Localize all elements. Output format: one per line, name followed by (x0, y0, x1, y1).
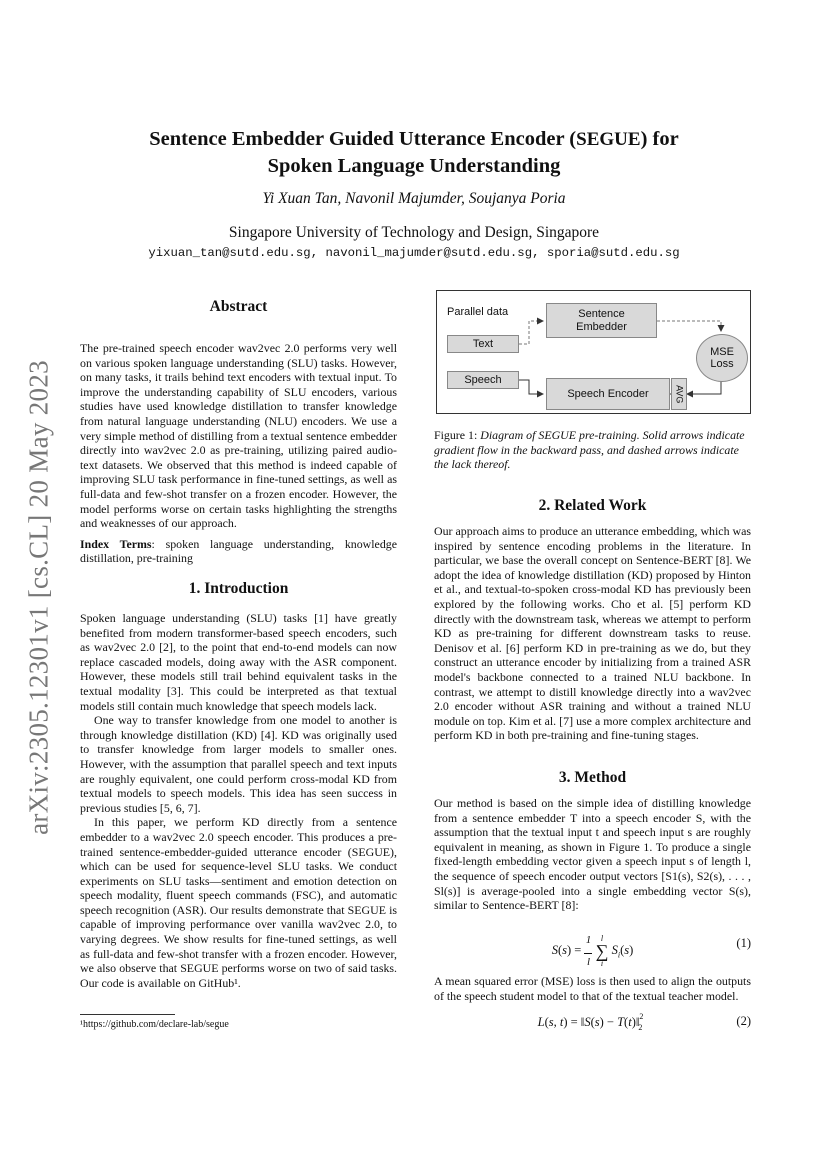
figure-1-diagram (436, 290, 751, 414)
title-part: Sentence Embedder Guided Utterance Encoder ( (149, 128, 577, 150)
equation-2-number: (2) (736, 1014, 751, 1028)
intro-text (80, 611, 397, 990)
equation-1-number: (1) (736, 936, 751, 950)
equation-1 (434, 928, 751, 968)
method-heading: 3. Method (558, 769, 627, 786)
title-acronym: SEGUE (576, 129, 641, 150)
avg-box (671, 378, 687, 410)
intro-paragraph-2: One way to transfer knowledge from one model to another is through knowledge distillation (KD) [4]. KD was originally used to transfer knowledge from larger models to smaller ones. However, with the assumption that parallel speech and text inputs are roughly equivalent, one could perform cross-modal KD from textual models to speech models. This idea has seen success in previous studies [5, 6, 7]. (80, 713, 397, 815)
equation-2 (434, 1014, 751, 1032)
caption-text: Diagram of SEGUE pre-training. Solid arrows indicate gradient flow in the backward pass, and dashed arrows indicate the lack thereof. (434, 428, 745, 472)
related-work-heading: 2. Related Work (538, 497, 647, 514)
equation-1-body: $S(s) = \frac{1}{l}$ l ∑ i $S_i(s)$ (551, 933, 634, 968)
mse-loss-circle: MSE Loss (696, 334, 748, 382)
text-box: Text (447, 335, 519, 353)
speech-box: Speech (447, 371, 519, 389)
abstract-text (80, 341, 397, 566)
intro-paragraph-3: In this paper, we perform KD directly from a sentence embedder to a wav2vec 2.0 speech encoder. This produces a pre-trained sentence-embedder-guided utterance encoder (SEGUE), which can be used for sequence-level SLU tasks. We conduct experiments on SLU tasks—sentiment and emotion detection on speech modality, fluent speech commands (FSC), and automatic speech recognition (ASR). Our results demonstrate that SEGUE is capable of improving performance over vanilla wav2vec 2.0, to varying degrees. We show results for fine-tuned settings, as well as full-data and few-shot transfer with a frozen encoder. However, we also observe that SEGUE performs worse on two of said tasks. Our code is available on GitHub¹. (80, 815, 397, 990)
caption-label: Figure 1: (434, 428, 481, 442)
footnote-rule (80, 1014, 175, 1015)
paper-title (100, 126, 728, 179)
avg-label: AVG (674, 384, 685, 404)
abstract-paragraph: The pre-trained speech encoder wav2vec 2.0 performs very well on various spoken language understanding (SLU) tasks. However, on many tasks, it trails behind text encoders with textual input. To improve the understanding capability of SLU encoders, various studies have used knowledge distillation to transfer knowledge from natural language understanding (NLU) encoders. We use a very simple method of distilling from a textual sentence embedder directly into wav2vec 2.0 as pre-training, utilizing paired audio-text datasets. We observed that this method is indeed capable of improving SLU task performance in fine-tuned settings, as well as full-data and few-shot transfer on a frozen encoder. However, the model performs worse on certain tasks highlighting the strengths and weaknesses of our approach. (80, 341, 397, 531)
index-terms-label: Index Terms (80, 536, 152, 551)
abstract-heading: Abstract (209, 298, 268, 315)
after-eq1-text: A mean squared error (MSE) loss is then used to align the outputs of the speech student model to that of the textual teacher model. (434, 974, 751, 1003)
figure-1-caption (434, 428, 751, 472)
speech-encoder-box: Speech Encoder (546, 378, 670, 410)
emails: yixuan_tan@sutd.edu.sg, navonil_majumder@sutd.edu.sg, sporia@sutd.edu.sg (148, 246, 680, 260)
index-terms-text: : spoken language understanding, knowledge distillation, pre-training (80, 536, 397, 566)
parallel-data-label: Parallel data (447, 306, 509, 318)
authors: Yi Xuan Tan, Navonil Majumder, Soujanya Poria (262, 190, 566, 207)
title-line-2: Spoken Language Understanding (267, 155, 561, 177)
title-part: ) for (640, 128, 679, 150)
related-work-text: Our approach aims to produce an utterance embedding, which was inspired by sentence encoding problems in the literature. In particular, we base the overall concept on Sentence-BERT [8]. We adopt the idea of knowledge distillation (KD) proposed by Hinton et al., and textual-to-spoken cross-modal KD has previously been explored by the following works. Cho et al. [5] perform KD directly with the downstream task, whereas we attempt to perform KD as pre-training for different downstream tasks to reuse. Denisov et al. [6] perform KD in pre-training as we do, but they construct an utterance encoder by initializing from a trained ASR model's backbone connected to a trained NLU backbone. In contrast, we attempt to distill knowledge directly into a wav2vec 2.0 encoder without ASR training and without a trained NLU module on top. Kim et al. [7] use a more complex architecture and perform KD in both pre-training and fine-tuning stages. (434, 524, 751, 743)
equation-2-body: L(s, t) = ‖S(s) − T(t)‖$^2_2$ (537, 1012, 644, 1032)
intro-paragraph-1: Spoken language understanding (SLU) tasks [1] have greatly benefited from modern transformer-based speech encoders, such as wav2vec 2.0 [2], to the point that end-to-end models can now replace cascaded models, doing away with the ASR component. However, these models still trail behind equivalent tasks in the textual modality [3]. This could be interpreted as that textual models still contain much knowledge that speech models lack. (80, 611, 397, 713)
method-text: Our method is based on the simple idea of distilling knowledge from a sentence embedder T into a speech encoder S, with the assumption that the textual input t and speech input s are roughly equivalent in meaning, as shown in Figure 1. To produce a single fixed-length embedding vector given a speech input s of length l, the sequence of speech encoder output vectors [S1(s), S2(s), . . . , Sl(s)] is average-pooled into a single embedding vector S(s), similar to Sentence-BERT [8]: (434, 796, 751, 913)
arxiv-stamp: arXiv:2305.12301v1 [cs.CL] 20 May 2023 (23, 360, 54, 835)
index-terms (80, 537, 397, 566)
sentence-embedder-box: Sentence Embedder (546, 303, 657, 338)
footnote: ¹https://github.com/declare-lab/segue (80, 1019, 229, 1030)
affiliation: Singapore University of Technology and Design, Singapore (228, 224, 600, 241)
intro-heading: 1. Introduction (188, 580, 289, 597)
